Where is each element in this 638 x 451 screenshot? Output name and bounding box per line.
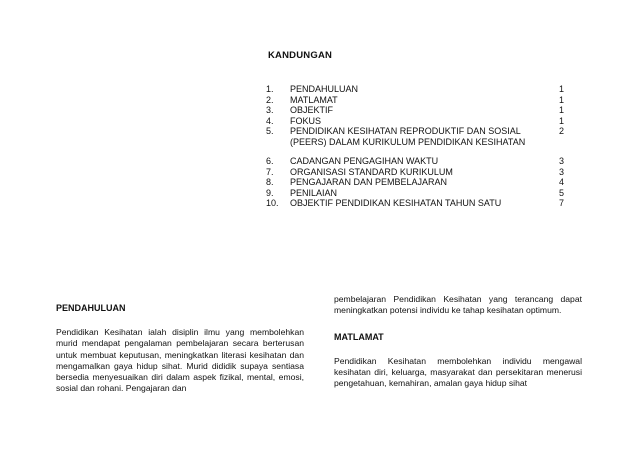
toc-entry-label: ORGANISASI STANDARD KURIKULUM bbox=[290, 166, 453, 177]
toc-entry-page: 3 bbox=[558, 156, 564, 166]
body-paragraph: Pendidikan Kesihatan ialah disiplin ilmu yang membolehkan murid mendapat pengalaman pembelajaran secara berterusan untuk membuat keputusan, meningkatkan literasi kesihatan dan mengamalkan gaya hidup sihat. Murid dididik supaya sentiasa bersedia menyesuaikan diri dalam aspek fizikal, mental, emosi, sosial dan rohani. Pengajaran dan bbox=[56, 327, 304, 394]
toc-entry bbox=[264, 105, 564, 116]
toc-entry-page: 1 bbox=[558, 84, 564, 94]
toc-entry-number: 7. bbox=[266, 166, 274, 177]
toc-entry bbox=[264, 177, 564, 188]
toc-entry-label-continuation: (PEERS) DALAM KURIKULUM PENDIDIKAN KESIHATAN bbox=[290, 136, 526, 147]
toc-entry-number: 4. bbox=[266, 115, 274, 126]
toc-entry-label: FOKUS bbox=[290, 115, 322, 126]
toc-entry-number: 10. bbox=[266, 198, 279, 208]
toc-entry-page: 3 bbox=[558, 166, 564, 177]
toc-entry bbox=[264, 126, 564, 137]
toc-entry-label: PENDIDIKAN KESIHATAN REPRODUKTIF DAN SOSIAL bbox=[290, 126, 521, 136]
toc-entry-page: 7 bbox=[558, 198, 564, 208]
section-heading-matlamat: MATLAMAT bbox=[334, 332, 384, 343]
toc-entry-label: MATLAMAT bbox=[290, 94, 338, 105]
toc-entry-number: 6. bbox=[266, 156, 274, 166]
toc-entry-page: 1 bbox=[558, 94, 564, 105]
toc-entry bbox=[264, 156, 564, 167]
toc-entry-label: OBJEKTIF PENDIDIKAN KESIHATAN TAHUN SATU bbox=[290, 198, 502, 208]
toc-entry bbox=[264, 84, 564, 95]
toc-entry-page: 5 bbox=[558, 187, 564, 198]
toc-entry bbox=[264, 198, 564, 209]
section-heading-pendahuluan: PENDAHULUAN bbox=[56, 303, 126, 313]
toc-entry-number: 5. bbox=[266, 126, 274, 136]
body-paragraph: pembelajaran Pendidikan Kesihatan yang terancang dapat meningkatkan potensi individu ke tahap kesihatan optimum. bbox=[334, 294, 582, 316]
toc-entry bbox=[264, 167, 564, 178]
left-column bbox=[56, 303, 304, 394]
toc-entry-label: PENGAJARAN DAN PEMBELAJARAN bbox=[290, 177, 448, 187]
toc-entry-page: 1 bbox=[558, 105, 564, 115]
toc-entry-number: 1. bbox=[266, 84, 274, 94]
table-of-contents bbox=[264, 50, 564, 209]
toc-entry-page: 2 bbox=[558, 126, 564, 136]
toc-entry bbox=[264, 95, 564, 106]
toc-entry-label: PENDAHULUAN bbox=[290, 84, 359, 94]
toc-entry-page: 1 bbox=[558, 115, 564, 126]
toc-entry bbox=[264, 116, 564, 127]
toc-entry-number: 8. bbox=[266, 177, 274, 187]
toc-entry bbox=[264, 188, 564, 199]
toc-title: KANDUNGAN bbox=[268, 50, 333, 61]
toc-entry-page: 4 bbox=[558, 177, 564, 187]
toc-entry-number: 9. bbox=[266, 187, 274, 198]
toc-entry-continuation bbox=[264, 137, 564, 148]
right-column bbox=[334, 294, 582, 389]
toc-entry-number: 2. bbox=[266, 94, 274, 105]
body-paragraph: Pendidikan Kesihatan membolehkan individu mengawal kesihatan diri, keluarga, masyarakat dan persekitaran menerusi pengetahuan, kemahiran, amalan gaya hidup sihat bbox=[334, 355, 582, 389]
toc-entry-label: PENILAIAN bbox=[290, 187, 338, 198]
toc-entry-label: CADANGAN PENGAGIHAN WAKTU bbox=[290, 156, 439, 166]
toc-entry-label: OBJEKTIF bbox=[290, 105, 334, 115]
toc-entry-number: 3. bbox=[266, 105, 274, 115]
